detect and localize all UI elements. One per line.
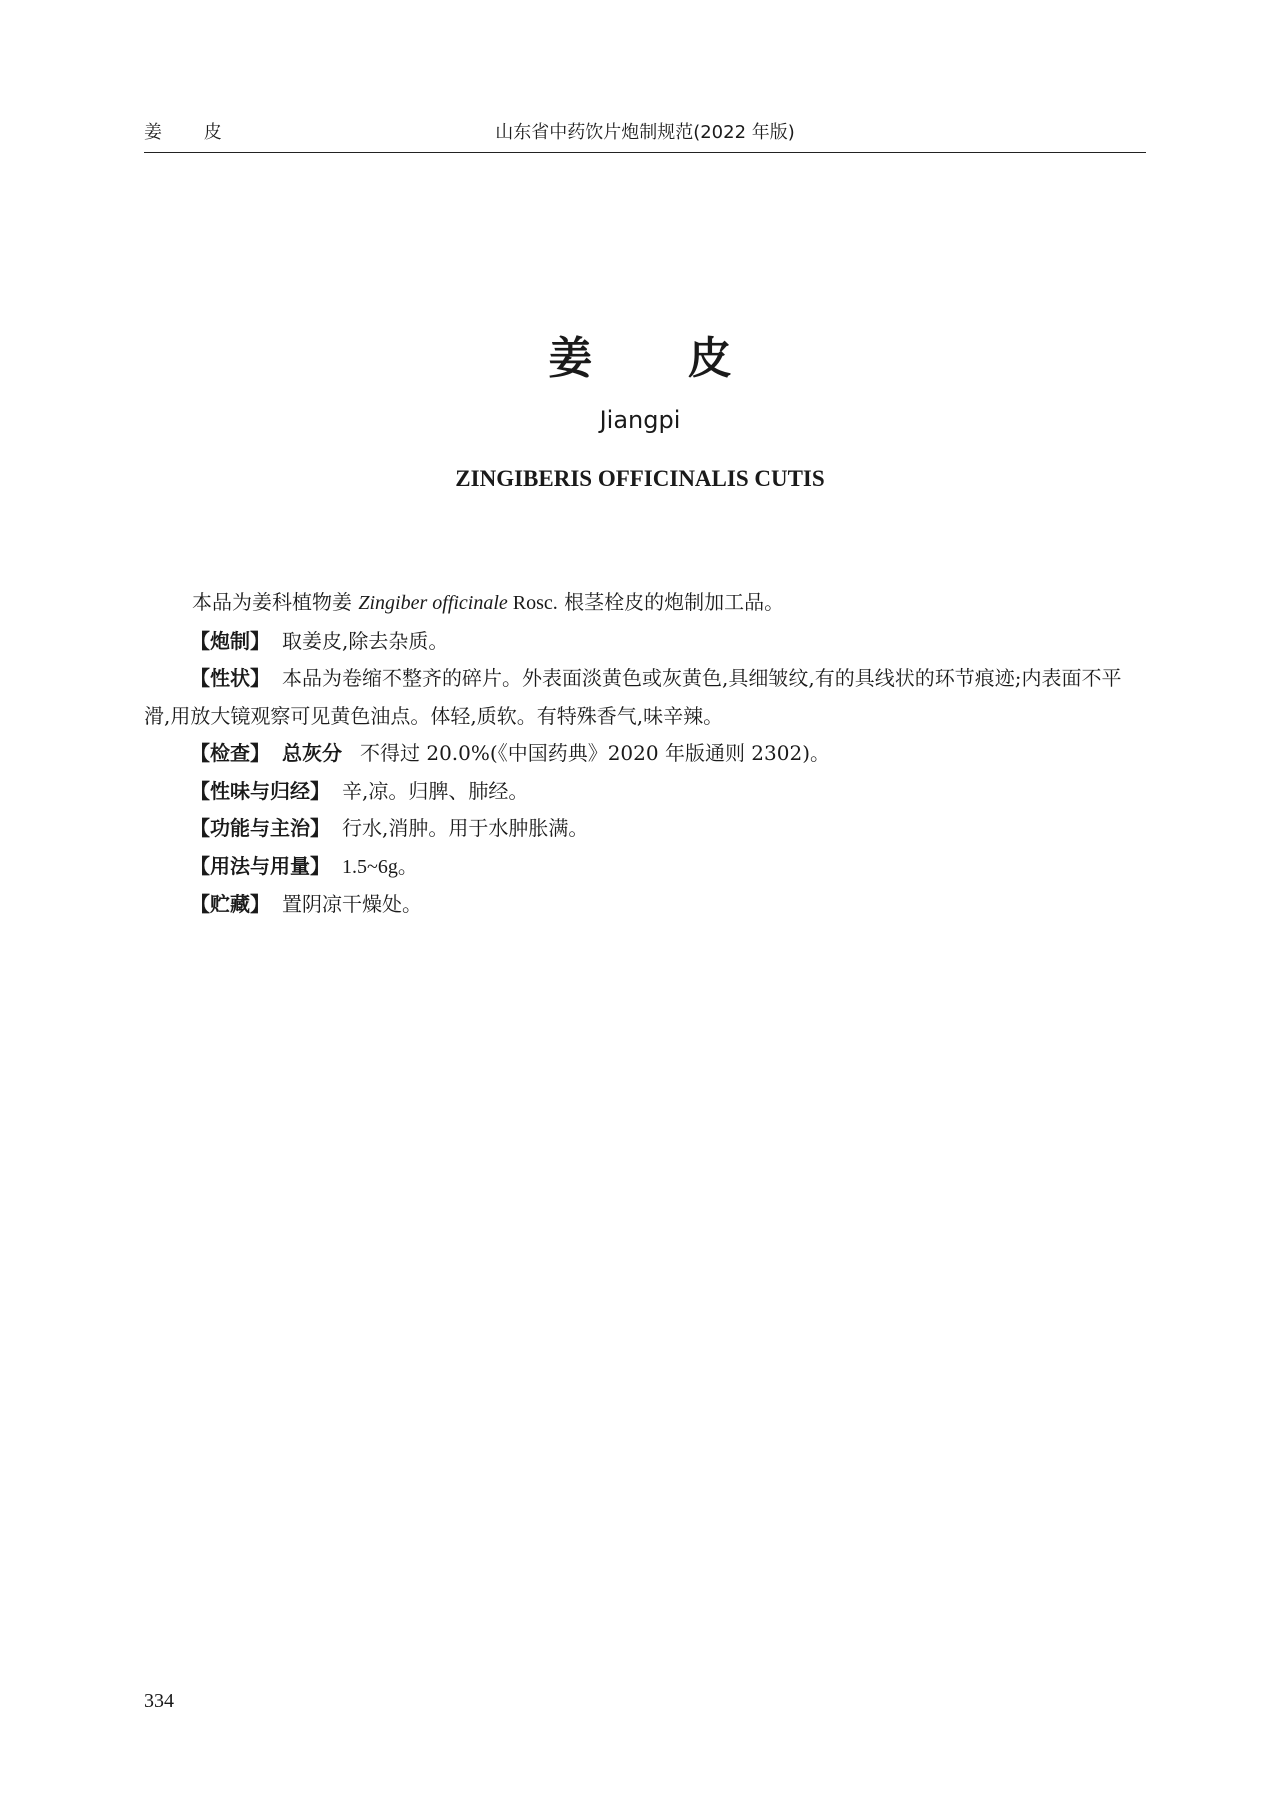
inspection-text: 不得过 20.0%(《中国药典》2020 年版通则 2302)。 <box>360 741 831 765</box>
section-dosage <box>144 848 1146 887</box>
section-nature <box>144 773 1146 811</box>
intro-post: 根茎栓皮的炮制加工品。 <box>557 590 785 614</box>
header-book-title: 山东省中药饮片炮制规范(2022 年版) <box>495 122 795 143</box>
section-function <box>144 810 1146 848</box>
storage-label: 【贮藏】 <box>190 892 270 916</box>
intro-paragraph <box>144 584 1146 623</box>
dosage-text: 1.5~6g。 <box>342 855 418 878</box>
function-text: 行水,消肿。用于水肿胀满。 <box>342 816 589 840</box>
intro-species: Zingiber officinale <box>358 592 508 614</box>
header-rule <box>144 152 1146 153</box>
section-storage <box>144 886 1146 924</box>
section-description <box>144 660 1146 735</box>
intro-author: Rosc. <box>507 592 558 614</box>
running-header <box>144 112 1146 142</box>
description-text: 本品为卷缩不整齐的碎片。外表面淡黄色或灰黄色,具细皱纹,有的具线状的环节痕迹;内表面不平滑,用放大镜观察可见黄色油点。体轻,质软。有特殊香气,味辛辣。 <box>144 666 1122 728</box>
entry-pinyin: Jiangpi <box>599 406 681 434</box>
header-entry-name: 姜 皮 <box>144 122 240 143</box>
nature-label: 【性味与归经】 <box>190 778 330 803</box>
function-label: 【功能与主治】 <box>190 816 330 840</box>
section-processing <box>144 623 1146 661</box>
description-label: 【性状】 <box>190 666 270 690</box>
page-number: 334 <box>144 1690 174 1712</box>
entry-body <box>144 584 1146 924</box>
inspection-label: 【检查】 <box>190 741 270 765</box>
dosage-label: 【用法与用量】 <box>190 853 330 878</box>
processing-text: 取姜皮,除去杂质。 <box>282 628 449 653</box>
entry-latin-name: ZINGIBERIS OFFICINALIS CUTIS <box>455 466 825 491</box>
entry-title: 姜 皮 <box>548 333 772 384</box>
intro-pre: 本品为姜科植物姜 <box>192 590 359 614</box>
processing-label: 【炮制】 <box>190 628 270 653</box>
inspection-sub-label: 总灰分 <box>282 741 342 765</box>
storage-text: 置阴凉干燥处。 <box>282 892 422 916</box>
section-inspection <box>144 735 1146 773</box>
nature-text: 辛,凉。归脾、肺经。 <box>342 778 529 803</box>
